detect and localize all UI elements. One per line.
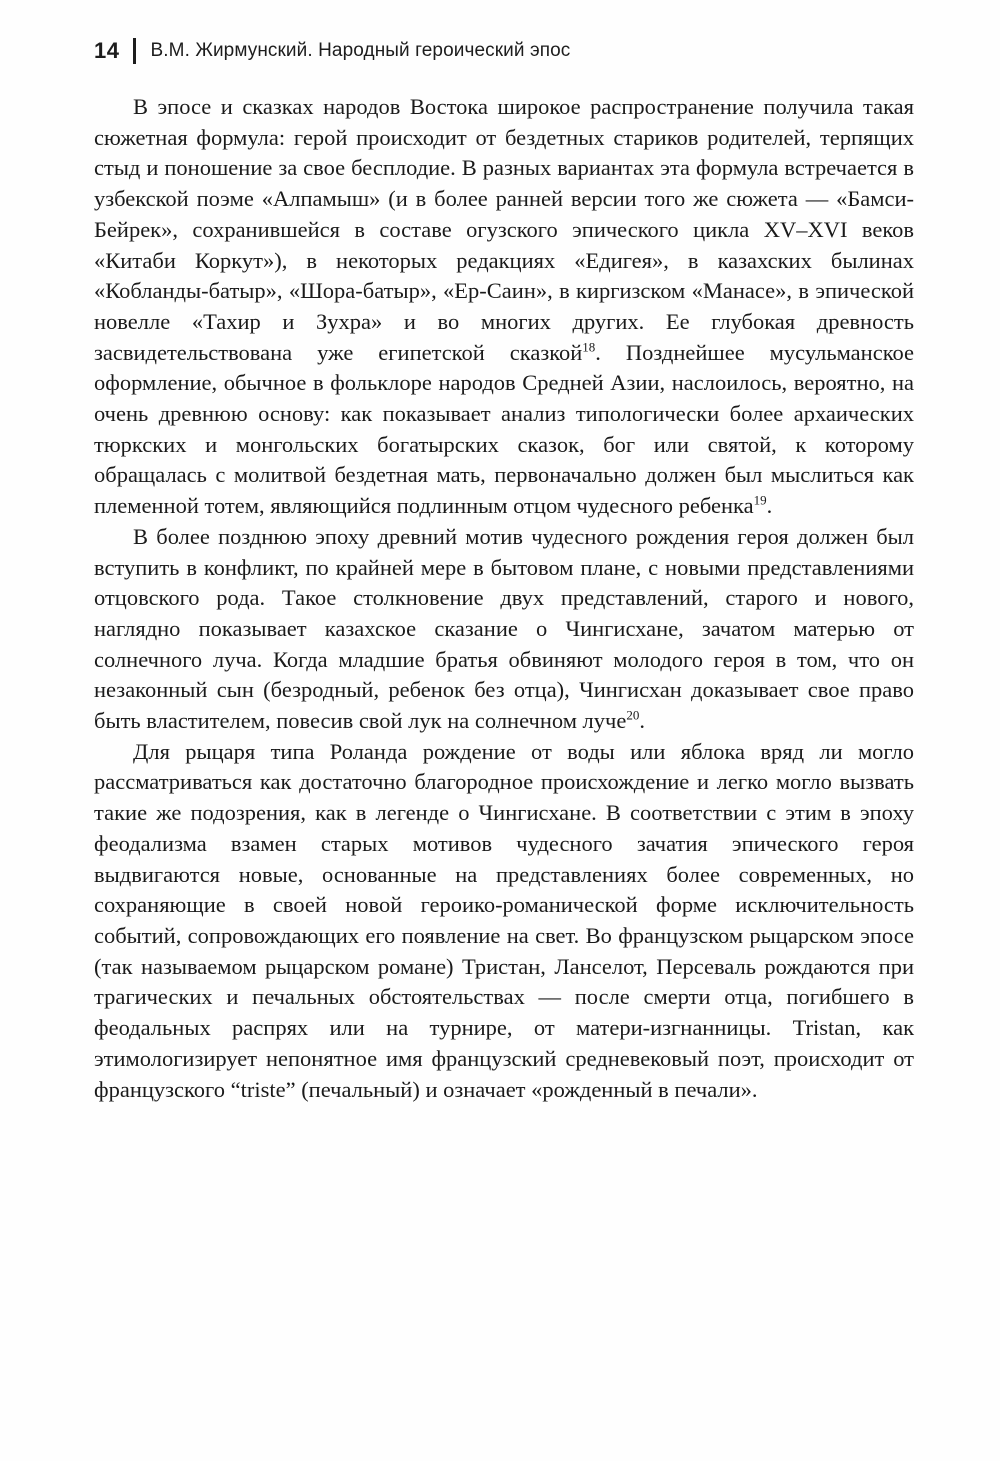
footnote-ref-18: 18 [582,339,596,355]
paragraph-3 [94,737,914,1105]
paragraph-2-end: . [639,708,645,734]
paragraph-1-text-a: В эпосе и сказках народов Востока широкое распространение получила такая сюжетная формула: герой происходит от бездетных стариков родителей, терпящих стыд и поношение за свое бесплодие. В разных вариантах эта формула встречается в узбекской поэме «Алпамыш» (и в более ранней версии того же сюжета — «Бамси-Бейрек», сохранившейся в составе огузского эпического цикла XV–XVI веков «Китаби Коркут»), в некоторых редакциях «Едигея», в казахских былинах «Кобланды-батыр», «Шора-батыр», «Ер-Саин», в киргизском «Манасе», в эпической новелле «Тахир и Зухра» и во многих других. Ее глубокая древность засвидетельствована уже египетской сказкой [94,94,914,365]
header-separator [133,38,136,64]
paragraph-2-text: В более позднюю эпоху древний мотив чудесного рождения героя должен был вступить в конфликт, по крайней мере в бытовом плане, с новыми представлениями отцовского рода. Такое столкновение двух представлений, старого и нового, наглядно показывает казахское сказание о Чингисхане, зачатом матерью от солнечного луча. Когда младшие братья обвиняют молодого героя в том, что он незаконный сын (безродный, ребенок без отца), Чингисхан доказывает свое право быть властителем, повесив свой лук на солнечном луче [94,523,914,734]
page-number: 14 [94,38,120,63]
footnote-ref-20: 20 [626,707,640,723]
paragraph-2 [94,522,914,737]
paragraph-1-end: . [766,493,773,519]
footnote-ref-19: 19 [753,492,767,508]
body-text [94,92,914,1105]
paragraph-1-text-b: . Позднейшее мусульманское оформление, обычное в фольклоре народов Средней Азии, наслоилось, вероятно, на очень древнюю основу: как показывает анализ типологически более архаических тюркских и монгольских богатырских сказок, бог или святой, к которому обращалась с молитвой бездетная мать, первоначально должен был мыслиться как племенной тотем, являющийся подлинным отцом чудесного ребенка [94,339,914,519]
paragraph-1 [94,92,914,522]
running-head-title: В.М. Жирмунский. Народный героический эпос [150,40,571,61]
paragraph-3-text: Для рыцаря типа Роланда рождение от воды или яблока вряд ли могло рассматриваться как достаточно благородное происхождение и легко могло вызвать такие же подозрения, как в легенде о Чингисхане. В соответствии с этим в эпоху феодализма взамен старых мотивов чудесного зачатия эпического героя выдвигаются новые, основанные на представлениях более современных, но сохраняющие в своей новой героико-романической форме исключительность событий, сопровождающих его появление на свет. Во французском рыцарском эпосе (так называемом рыцарском романе) Тристан, Ланселот, Персеваль рождаются при трагических и печальных обстоятельствах — после смерти отца, погибшего в феодальных распрях или на турнире, от матери-изгнанницы. Tristan, как этимологизирует непонятное имя французский средневековый поэт, происходит от французского “triste” (печальный) и означает «рожденный в печали». [94,738,914,1102]
running-head [94,34,570,68]
